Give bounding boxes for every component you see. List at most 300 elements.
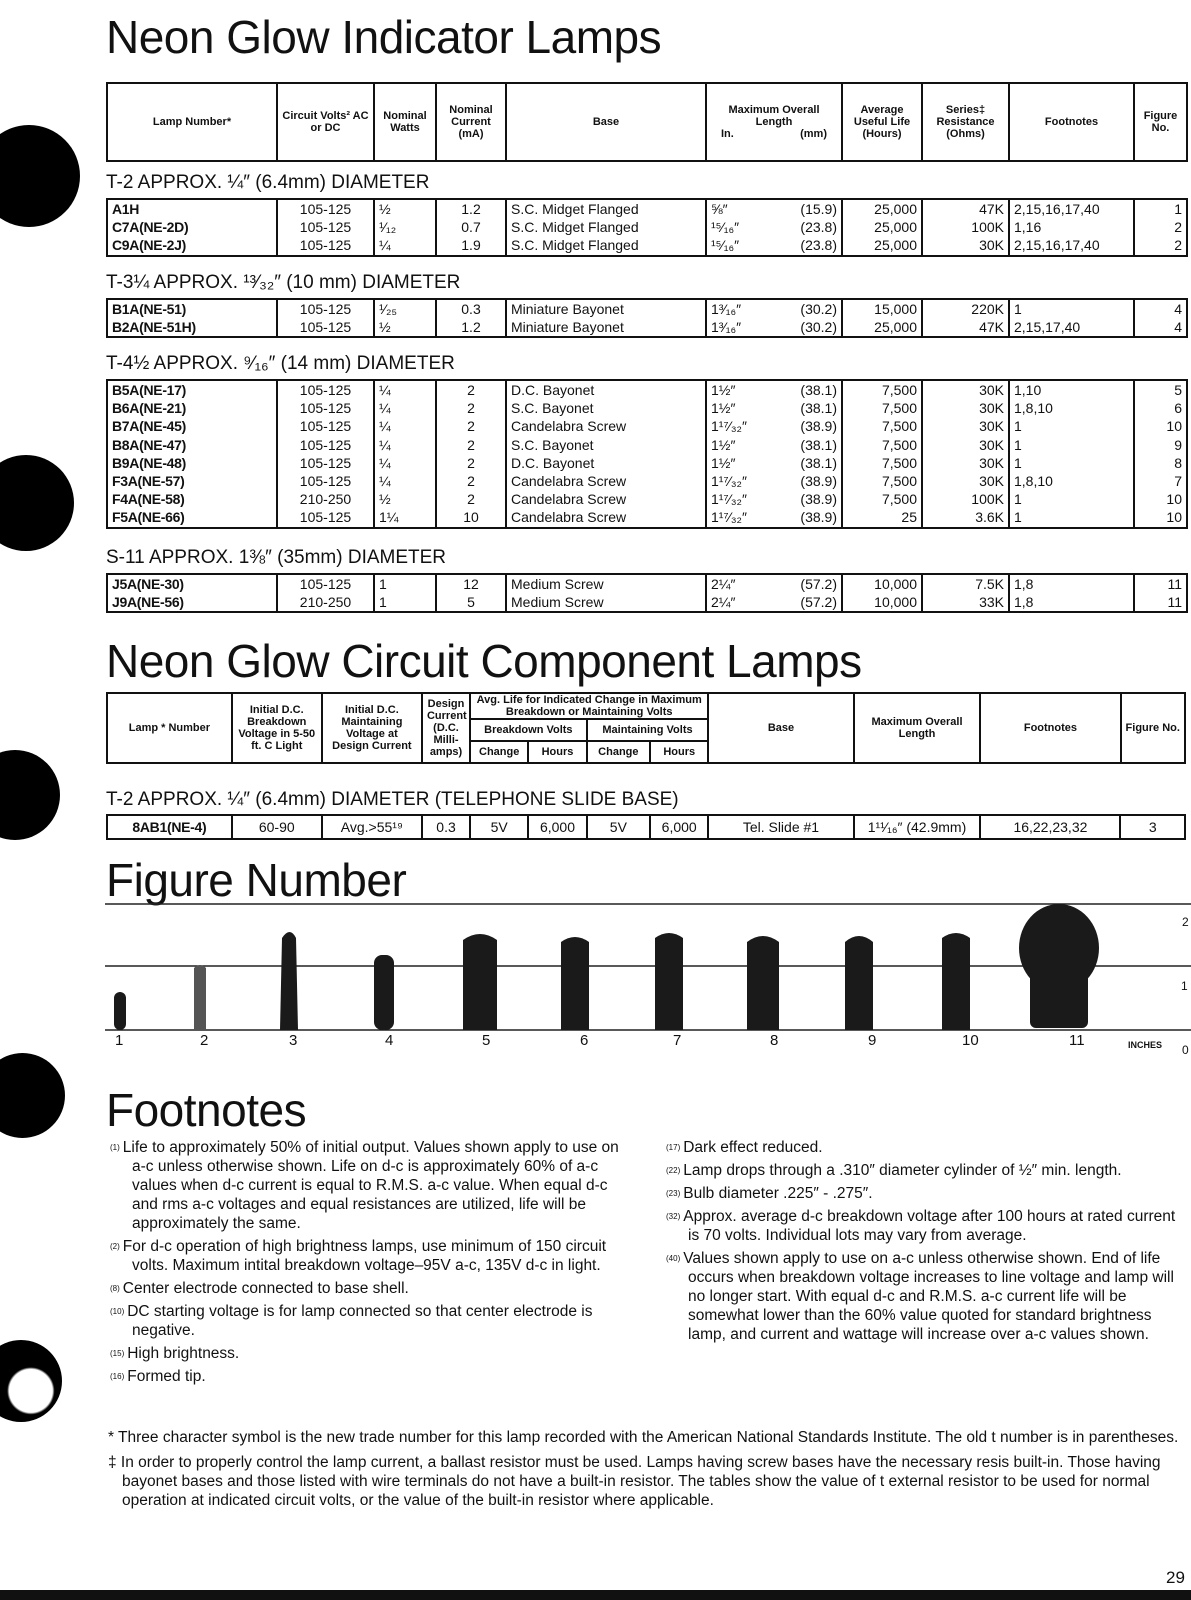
figure-value: 5: [1174, 382, 1182, 398]
footnote-item: [110, 1367, 620, 1386]
col-mt-hours: Hours: [650, 741, 708, 763]
figure-number-4: 4: [385, 1032, 394, 1049]
length-in-value: 1½″: [711, 382, 736, 398]
nominal-watts-value: ¼: [379, 436, 391, 453]
footnotes-value: 1: [1014, 454, 1022, 471]
useful-life-cell: [842, 380, 922, 528]
punch-hole: [0, 750, 60, 840]
punch-hole: [0, 1053, 65, 1138]
length-mm-value: (38.9): [800, 491, 837, 508]
useful-life-value: 25,000: [874, 201, 917, 217]
length-value: [711, 472, 837, 490]
circuit-volts-value: 105-125: [299, 436, 352, 453]
figure-value: 10: [1166, 509, 1182, 526]
circuit-volts-value: 105-125: [299, 400, 352, 417]
section-title: T-2 APPROX. ¼″ (6.4mm) DIAMETER: [106, 172, 430, 193]
footnote-text: Approx. average d-c breakdown voltage after 100 hours at rated current is 70 volts. Individual lots may vary from average.: [683, 1208, 1176, 1244]
lamp-number-cell: [107, 574, 277, 612]
comp-figure: 3: [1120, 815, 1185, 839]
col-comp-figure: Figure No.: [1121, 693, 1186, 763]
comp-mt-change: 5V: [587, 815, 650, 839]
scale-label-2: 2: [1182, 915, 1189, 929]
lamp-rows: [107, 199, 1187, 256]
useful-life-value: 15,000: [874, 301, 917, 317]
footnote-text: Formed tip.: [127, 1368, 206, 1385]
figure-value: 7: [1174, 473, 1182, 490]
punch-hole: [0, 1340, 62, 1422]
footnote-text: High brightness.: [127, 1345, 240, 1362]
footnote-number: (32): [666, 1212, 681, 1221]
length-value: [711, 318, 837, 336]
figure-number-1: 1: [115, 1032, 124, 1049]
length-in-value: ¹⁵⁄₁₆″: [711, 237, 740, 254]
length-value: [711, 436, 837, 454]
footnotes-value: 1: [1014, 436, 1022, 453]
useful-life-value: 7,500: [881, 454, 917, 471]
length-value: [711, 593, 837, 611]
circuit-volts-value: 105-125: [299, 473, 352, 490]
nominal-watts-cell: [374, 574, 436, 612]
col-figure-no: Figure No.: [1134, 83, 1187, 161]
comp-length: 1¹¹⁄₁₆″ (42.9mm): [854, 815, 981, 839]
length-in-value: 1³⁄₁₆″: [711, 319, 742, 336]
length-in-value: ¹⁵⁄₁₆″: [711, 219, 740, 236]
footnotes-value: 1,8,10: [1014, 473, 1053, 490]
lamp-rows: [107, 380, 1187, 528]
base-value: Medium Screw: [511, 594, 604, 611]
section-title: T-4½ APPROX. ⁹⁄₁₆″ (14 mm) DIAMETER: [106, 353, 455, 374]
col-bd-hours: Hours: [528, 741, 586, 763]
component-header-table: [106, 692, 1186, 764]
footnote-item: [666, 1138, 1186, 1157]
footnotes-value: 2,15,17,40: [1014, 319, 1081, 336]
lamp-number-value: F3A(NE-57): [112, 473, 185, 490]
nominal-watts-value: 1: [379, 576, 387, 592]
footnote-number: (2): [110, 1242, 120, 1251]
footnote-item: [666, 1207, 1186, 1245]
resistance-value: 30K: [979, 400, 1004, 417]
length-mm-value: (57.2): [800, 594, 837, 611]
footnotes-value: 1,10: [1014, 382, 1042, 398]
base-value: Medium Screw: [511, 576, 604, 592]
length-in-value: 1½″: [711, 436, 736, 453]
lamp-number-value: F4A(NE-58): [112, 491, 185, 508]
nominal-watts-value: ½: [379, 491, 391, 508]
length-in-value: 1¹⁷⁄₃₂″: [711, 473, 747, 490]
nominal-current-value: 2: [467, 454, 475, 471]
lamp-number-value: J5A(NE-30): [112, 576, 184, 592]
circuit-volts-value: 105-125: [299, 418, 352, 435]
length-cell: [706, 574, 842, 612]
footnote-item: [110, 1302, 620, 1340]
nominal-current-value: 12: [463, 576, 479, 592]
resistance-value: 30K: [979, 382, 1004, 398]
useful-life-value: 25,000: [874, 237, 917, 254]
comp-mt-hours: 6,000: [650, 815, 708, 839]
useful-life-value: 7,500: [881, 436, 917, 453]
scale-label-0: 0: [1182, 1043, 1189, 1057]
circuit-volts-value: 105-125: [299, 382, 352, 398]
nominal-watts-value: ¹⁄₁₂: [379, 219, 397, 236]
footnote-number: (23): [666, 1189, 681, 1198]
punch-hole: [0, 455, 74, 551]
col-base: Base: [506, 83, 706, 161]
col-circuit-volts: Circuit Volts² AC or DC: [277, 83, 374, 161]
lamp-table-t3: [106, 298, 1188, 338]
footnote-text: For d-c operation of high brightness lamps, use minimum of 150 circuit volts. Maximum intital breakdown voltage–95V a-c, 135V d-c in light.: [122, 1238, 607, 1274]
length-mm-value: (38.1): [800, 382, 837, 398]
base-value: S.C. Midget Flanged: [511, 237, 639, 254]
resistance-value: 100K: [971, 491, 1004, 508]
col-breakdown-volts: Breakdown Volts: [470, 719, 587, 741]
comp-current: 0.3: [422, 815, 470, 839]
length-mm-value: (38.9): [800, 509, 837, 526]
figure-number-11: 11: [1069, 1032, 1085, 1049]
length-in-value: 1³⁄₁₆″: [711, 301, 742, 317]
footnotes-value: 1,8,10: [1014, 400, 1053, 417]
length-value: [711, 399, 837, 417]
punch-hole: [0, 125, 80, 227]
length-in-value: 1½″: [711, 454, 736, 471]
resistance-value: 30K: [979, 454, 1004, 471]
comp-footnotes: 16,22,23,32: [980, 815, 1120, 839]
ansi-note: * Three character symbol is the new trade number for this lamp recorded with the American National Standards Institute. The old t number is in parentheses.: [108, 1429, 1179, 1446]
base-cell: [506, 574, 706, 612]
useful-life-value: 25,000: [874, 319, 917, 336]
length-mm-value: (38.1): [800, 400, 837, 417]
section-title: T-3¼ APPROX. ¹³⁄₃₂″ (10 mm) DIAMETER: [106, 272, 461, 293]
useful-life-value: 7,500: [881, 418, 917, 435]
footnote-number: (17): [666, 1143, 681, 1152]
length-cell: [706, 380, 842, 528]
col-nominal-current: Nominal Current (mA): [436, 83, 506, 161]
circuit-volts-value: 105-125: [299, 509, 352, 526]
base-cell: [506, 299, 706, 337]
figure-number-row: [0, 1032, 1191, 1052]
resistance-value: 3.6K: [975, 509, 1004, 526]
lamp-number-cell: [107, 299, 277, 337]
lamp-table-t2: [106, 198, 1188, 257]
footnote-number: (15): [110, 1349, 125, 1358]
footnote-text: DC starting voltage is for lamp connected so that center electrode is negative.: [127, 1303, 593, 1339]
col-comp-breakdown: Initial D.C. Breakdown Voltage in 5-50 ft. C Light: [232, 693, 322, 763]
footnote-text: Bulb diameter .225″ - .275″.: [683, 1185, 873, 1202]
resistance-value: 30K: [979, 418, 1004, 435]
footnotes-value: 2,15,16,17,40: [1014, 237, 1100, 254]
figure-number-2: 2: [200, 1032, 209, 1049]
useful-life-value: 25: [901, 509, 917, 526]
lamp-rows: [107, 299, 1187, 337]
circuit-volts-cell: [277, 199, 374, 256]
circuit-volts-value: 105-125: [299, 201, 352, 217]
col-comp-lamp: Lamp * Number: [107, 693, 232, 763]
scale-unit: INCHES: [1128, 1040, 1163, 1050]
footnotes-cell: [1009, 574, 1134, 612]
length-mm-value: (38.1): [800, 454, 837, 471]
resistance-value: 100K: [971, 219, 1004, 236]
nominal-watts-value: ¹⁄₂₅: [379, 301, 398, 317]
figure-title: Figure Number: [106, 854, 407, 906]
length-in-value: 1¹⁷⁄₃₂″: [711, 509, 747, 526]
figure-cell: [1134, 574, 1187, 612]
lamp-number-value: F5A(NE-66): [112, 509, 185, 526]
useful-life-value: 7,500: [881, 400, 917, 417]
resistance-value: 30K: [979, 473, 1004, 490]
figure-value: 10: [1166, 491, 1182, 508]
comp-maintaining: Avg.>55¹⁹: [322, 815, 422, 839]
page-number: 29: [1166, 1568, 1185, 1587]
circuit-volts-value: 105-125: [299, 319, 352, 336]
base-value: S.C. Bayonet: [511, 436, 594, 453]
col-lamp-number: Lamp Number*: [107, 83, 277, 161]
length-value: [711, 454, 837, 472]
nominal-watts-cell: [374, 380, 436, 528]
circuit-volts-value: 105-125: [299, 301, 352, 317]
footnote-item: [110, 1279, 620, 1298]
nominal-watts-value: ¼: [379, 473, 391, 490]
nominal-watts-cell: [374, 199, 436, 256]
comp-bd-change: 5V: [470, 815, 528, 839]
col-comp-base: Base: [708, 693, 853, 763]
comp-breakdown: 60-90: [232, 815, 322, 839]
footnote-number: (16): [110, 1372, 125, 1381]
circuit-volts-value: 210-250: [299, 594, 352, 611]
length-in-value: 2¼″: [711, 594, 736, 611]
comp-lamp-number: 8AB1(NE-4): [107, 815, 232, 839]
footnotes-cell: [1009, 380, 1134, 528]
footnote-item: [666, 1249, 1186, 1344]
length-mm-value: (57.2): [800, 576, 837, 592]
footnotes-value: 1,8: [1014, 576, 1034, 592]
base-value: Candelabra Screw: [511, 509, 627, 526]
footnote-number: (1): [110, 1143, 120, 1152]
length-value: [711, 417, 837, 435]
resistance-value: 33K: [979, 594, 1004, 611]
lamp-table-t4: [106, 379, 1188, 529]
section-title: S-11 APPROX. 1⅜″ (35mm) DIAMETER: [106, 547, 447, 568]
circuit-volts-value: 105-125: [299, 454, 352, 471]
nominal-current-value: 0.7: [461, 219, 481, 236]
figure-value: 10: [1166, 418, 1182, 435]
circuit-volts-value: 210-250: [299, 491, 352, 508]
useful-life-cell: [842, 299, 922, 337]
base-value: D.C. Bayonet: [511, 382, 595, 398]
useful-life-value: 7,500: [881, 473, 917, 490]
scale-label-1: 1: [1181, 979, 1188, 993]
nominal-current-value: 1.9: [461, 237, 481, 254]
circuit-volts-cell: [277, 299, 374, 337]
figure-value: 8: [1174, 454, 1182, 471]
footnotes-value: 1: [1014, 491, 1022, 508]
figure-value: 1: [1174, 201, 1182, 217]
component-section-title: T-2 APPROX. ¼″ (6.4mm) DIAMETER (TELEPHONE SLIDE BASE): [106, 789, 679, 810]
footnotes-value: 1,8: [1014, 594, 1034, 611]
length-in-value: 1¹⁷⁄₃₂″: [711, 491, 747, 508]
figure-number-6: 6: [580, 1032, 589, 1049]
lamp-table-s11: [106, 573, 1188, 613]
nominal-watts-value: ¼: [379, 418, 391, 435]
col-comp-footnotes: Footnotes: [980, 693, 1120, 763]
figure-number-3: 3: [289, 1032, 298, 1049]
col-max-length: [706, 83, 842, 161]
lamp-number-value: B6A(NE-21): [112, 400, 187, 417]
lamp-number-cell: [107, 380, 277, 528]
footnote-item: [110, 1138, 620, 1233]
figure-cell: [1134, 380, 1187, 528]
figure-number-10: 10: [962, 1032, 979, 1049]
useful-life-value: 10,000: [874, 594, 917, 611]
col-length-mm: (mm): [800, 128, 827, 140]
nominal-current-cell: [436, 199, 506, 256]
page-title-indicator: Neon Glow Indicator Lamps: [106, 11, 662, 63]
nominal-current-value: 5: [467, 594, 475, 611]
footnote-text: Life to approximately 50% of initial output. Values shown apply to use on a-c unless otherwise shown. Life on d-c is approximately 60% of a-c values when d-c current is equal to R.M.S. a-c value. When equal d-c and rms a-c voltages and equal resistances are utilized, life will be approximately the same.: [122, 1139, 619, 1232]
resistance-cell: [922, 199, 1009, 256]
figure-value: 2: [1174, 219, 1182, 236]
col-useful-life: Average Useful Life (Hours): [842, 83, 922, 161]
footnote-text: Dark effect reduced.: [683, 1139, 823, 1156]
length-in-value: 1½″: [711, 400, 736, 417]
useful-life-value: 7,500: [881, 491, 917, 508]
figure-value: 6: [1174, 400, 1182, 417]
lamp-number-value: B9A(NE-48): [112, 454, 187, 471]
footnote-item: [666, 1161, 1186, 1180]
useful-life-cell: [842, 574, 922, 612]
footnotes-value: 2,15,16,17,40: [1014, 201, 1100, 217]
length-mm-value: (30.2): [800, 319, 837, 336]
resistance-cell: [922, 380, 1009, 528]
base-value: Candelabra Screw: [511, 418, 627, 435]
base-value: Candelabra Screw: [511, 491, 627, 508]
comp-base: Tel. Slide #1: [708, 815, 853, 839]
nominal-watts-value: ¼: [379, 237, 391, 254]
figure-number-8: 8: [770, 1032, 779, 1049]
lamp-number-value: B2A(NE-51H): [112, 319, 196, 336]
nominal-watts-value: 1: [379, 594, 387, 611]
length-cell: [706, 299, 842, 337]
lamp-number-value: B8A(NE-47): [112, 436, 187, 453]
figure-cell: [1134, 199, 1187, 256]
circuit-volts-cell: [277, 380, 374, 528]
nominal-current-value: 2: [467, 473, 475, 490]
col-comp-length: Maximum Overall Length: [854, 693, 981, 763]
page-bottom-bar: [0, 1590, 1191, 1600]
lamp-number-value: B1A(NE-51): [112, 301, 187, 317]
base-value: Miniature Bayonet: [511, 319, 624, 336]
lamp-number-value: A1H: [112, 201, 140, 217]
length-in-value: 2¼″: [711, 576, 736, 592]
base-value: D.C. Bayonet: [511, 454, 595, 471]
resistance-value: 7.5K: [975, 576, 1004, 592]
nominal-current-value: 2: [467, 400, 475, 417]
col-series-resistance: Series‡ Resistance (Ohms): [922, 83, 1009, 161]
footnotes-cell: [1009, 299, 1134, 337]
footnote-item: [110, 1237, 620, 1275]
footnotes-cell: [1009, 199, 1134, 256]
length-cell: [706, 199, 842, 256]
figure-value: 11: [1167, 576, 1182, 592]
length-value: [711, 200, 837, 218]
col-maintaining-volts: Maintaining Volts: [587, 719, 709, 741]
nominal-watts-value: ¼: [379, 454, 391, 471]
figure-value: 4: [1174, 319, 1182, 336]
nominal-watts-value: ½: [379, 201, 391, 217]
col-comp-maintaining: Initial D.C. Maintaining Voltage at Design Current: [322, 693, 422, 763]
length-mm-value: (38.9): [800, 418, 837, 435]
nominal-current-value: 2: [467, 491, 475, 508]
nominal-current-value: 1.2: [461, 201, 481, 217]
col-bd-change: Change: [470, 741, 528, 763]
resistance-cell: [922, 299, 1009, 337]
nominal-watts-value: 1¼: [379, 509, 399, 526]
base-cell: [506, 199, 706, 256]
nominal-watts-value: ¼: [379, 382, 391, 398]
length-value: [711, 236, 837, 254]
footnotes-left: [110, 1138, 620, 1390]
footnotes-value: 1,16: [1014, 219, 1042, 236]
footnote-item: [110, 1344, 620, 1363]
nominal-watts-cell: [374, 299, 436, 337]
length-mm-value: (23.8): [800, 219, 837, 236]
col-footnotes: Footnotes: [1009, 83, 1134, 161]
base-value: S.C. Midget Flanged: [511, 201, 639, 217]
length-in-value: ⅝″: [711, 201, 728, 217]
indicator-header-table: [106, 82, 1188, 162]
lamp-number-value: B7A(NE-45): [112, 418, 187, 435]
nominal-current-value: 1.2: [461, 319, 481, 336]
figure-number-7: 7: [673, 1032, 682, 1049]
circuit-volts-cell: [277, 574, 374, 612]
nominal-current-cell: [436, 380, 506, 528]
useful-life-value: 7,500: [881, 382, 917, 398]
col-mt-change: Change: [587, 741, 650, 763]
footnote-text: Lamp drops through a .310″ diameter cylinder of ½″ min. length.: [683, 1162, 1122, 1179]
bottom-notes: [108, 1428, 1191, 1516]
nominal-current-value: 2: [467, 382, 475, 398]
length-mm-value: (15.9): [800, 201, 837, 217]
lamp-number-value: J9A(NE-56): [112, 594, 184, 611]
nominal-current-value: 2: [467, 436, 475, 453]
useful-life-value: 25,000: [874, 219, 917, 236]
footnote-item: [666, 1184, 1186, 1203]
length-value: [711, 381, 837, 399]
col-length-in: In.: [721, 128, 734, 140]
col-comp-design-current: Design Current (D.C. Milli-amps): [422, 693, 470, 763]
figure-value: 11: [1167, 594, 1182, 611]
lamp-rows: [107, 574, 1187, 612]
base-value: Candelabra Screw: [511, 473, 627, 490]
footnotes-value: 1: [1014, 509, 1022, 526]
nominal-watts-value: ¼: [379, 400, 391, 417]
base-cell: [506, 380, 706, 528]
lamp-number-value: C7A(NE-2D): [112, 219, 189, 236]
length-mm-value: (38.9): [800, 473, 837, 490]
figure-value: 2: [1174, 237, 1182, 254]
length-value: [711, 300, 837, 318]
length-mm-value: (23.8): [800, 237, 837, 254]
nominal-current-cell: [436, 574, 506, 612]
ballast-note: ‡ In order to properly control the lamp current, a ballast resistor must be used. Lamps having screw bases have the necessary resis built-in. Those having bayonet bases and those listed with wire terminals do not have a built-in resistor. The tables show the value of t external resistor to be used for normal operation at indicated circuit volts, or the value of the built-in resistor where applicable.: [108, 1454, 1161, 1509]
nominal-current-cell: [436, 299, 506, 337]
figure-value: 9: [1174, 436, 1182, 453]
length-mm-value: (38.1): [800, 436, 837, 453]
figure-cell: [1134, 299, 1187, 337]
resistance-cell: [922, 574, 1009, 612]
footnote-text: Values shown apply to use on a-c unless otherwise shown. End of life occurs when breakdown voltage increases to line voltage and lamp will no longer start. With equal d-c and R.M.S. a-c current life will be somewhat lower than the 60% value quoted for standard brightness lamp, and current and wattage will increase over a-c values shown.: [683, 1250, 1174, 1343]
nominal-watts-value: ½: [379, 319, 391, 336]
nominal-current-value: 0.3: [461, 301, 481, 317]
footnote-text: Center electrode connected to base shell.: [122, 1280, 409, 1297]
